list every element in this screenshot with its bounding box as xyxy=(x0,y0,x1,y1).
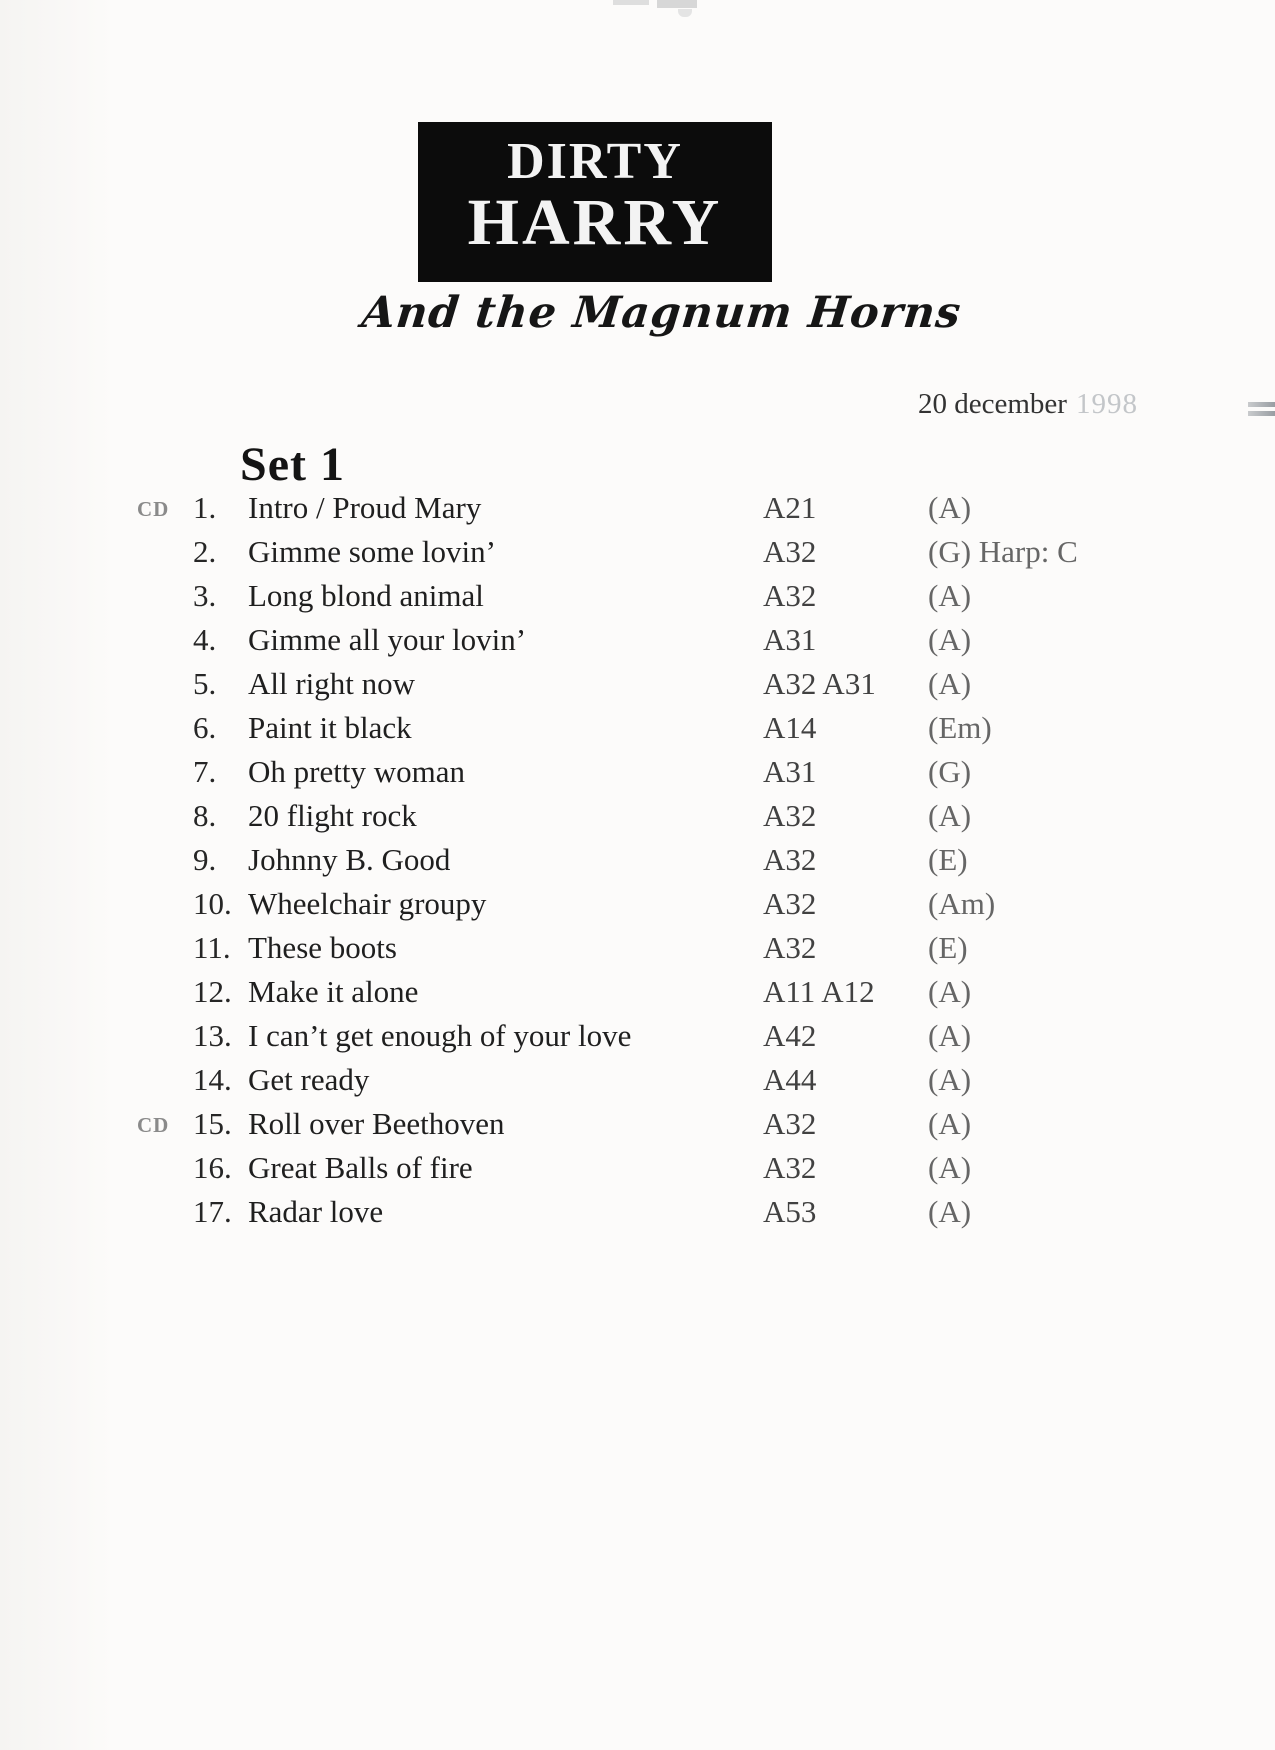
song-row xyxy=(0,486,1275,530)
song-code: A32 xyxy=(763,798,817,833)
cd-marker xyxy=(137,706,193,750)
song-number: 12. xyxy=(193,974,232,1009)
song-number: 16. xyxy=(193,1150,232,1185)
song-row xyxy=(0,838,1275,882)
song-number: 8. xyxy=(193,798,217,833)
cd-marker: CD xyxy=(137,497,170,521)
song-key: (E) xyxy=(928,930,968,965)
song-key: (A) xyxy=(928,1062,972,1097)
song-row xyxy=(0,970,1275,1014)
song-code: A44 xyxy=(763,1062,817,1097)
cd-marker xyxy=(137,926,193,970)
date xyxy=(918,388,1138,421)
cd-marker xyxy=(137,750,193,794)
song-title: Intro / Proud Mary xyxy=(248,490,482,525)
song-title: Gimme all your lovin’ xyxy=(248,622,527,657)
song-key: (A) xyxy=(928,974,972,1009)
song-key: (Am) xyxy=(928,886,996,921)
scan-artifact xyxy=(613,0,649,5)
song-number: 10. xyxy=(193,886,232,921)
cd-marker xyxy=(137,970,193,1014)
song-number: 6. xyxy=(193,710,217,745)
song-title: Make it alone xyxy=(248,974,419,1009)
song-key: (A) xyxy=(928,1018,972,1053)
cd-marker xyxy=(137,1146,193,1190)
song-key: (A) xyxy=(928,798,972,833)
song-title: Oh pretty woman xyxy=(248,754,465,789)
song-row xyxy=(0,1058,1275,1102)
song-title: I can’t get enough of your love xyxy=(248,1018,632,1053)
cd-marker xyxy=(137,574,193,618)
song-number: 1. xyxy=(193,490,217,525)
song-code: A53 xyxy=(763,1194,817,1229)
song-title: All right now xyxy=(248,666,416,701)
song-code: A42 xyxy=(763,1018,817,1053)
song-title: Paint it black xyxy=(248,710,412,745)
song-row xyxy=(0,794,1275,838)
song-code: A32 xyxy=(763,534,817,569)
date-day-month: 20 december xyxy=(918,388,1067,420)
song-number: 9. xyxy=(193,842,217,877)
song-title: Wheelchair groupy xyxy=(248,886,487,921)
song-code: A32 xyxy=(763,842,817,877)
date-year-faded: 1998 xyxy=(1075,388,1138,420)
song-title: Great Balls of fire xyxy=(248,1150,473,1185)
song-row xyxy=(0,882,1275,926)
song-number: 13. xyxy=(193,1018,232,1053)
cd-marker xyxy=(137,662,193,706)
song-row xyxy=(0,574,1275,618)
song-row xyxy=(0,1190,1275,1234)
cd-marker xyxy=(137,1058,193,1102)
song-code: A32 A31 xyxy=(763,666,876,701)
song-number: 11. xyxy=(193,930,231,965)
song-title: Radar love xyxy=(248,1194,384,1229)
scan-artifact xyxy=(678,9,692,17)
song-number: 17. xyxy=(193,1194,232,1229)
cd-marker xyxy=(137,794,193,838)
song-title: Long blond animal xyxy=(248,578,484,613)
song-number: 3. xyxy=(193,578,217,613)
song-row xyxy=(0,706,1275,750)
song-code: A32 xyxy=(763,886,817,921)
song-key: (A) xyxy=(928,490,972,525)
song-key: (A) xyxy=(928,578,972,613)
song-code: A21 xyxy=(763,490,817,525)
song-number: 7. xyxy=(193,754,217,789)
song-title: 20 flight rock xyxy=(248,798,417,833)
cd-marker xyxy=(137,1190,193,1234)
song-row xyxy=(0,1014,1275,1058)
band-tagline: And the Magnum Horns xyxy=(359,288,964,338)
song-number: 15. xyxy=(193,1106,232,1141)
cd-marker xyxy=(137,838,193,882)
song-code: A11 A12 xyxy=(763,974,875,1009)
song-row xyxy=(0,750,1275,794)
set-title: Set 1 xyxy=(240,438,345,491)
right-edge-scan-mark xyxy=(1248,402,1275,420)
song-key: (A) xyxy=(928,622,972,657)
song-key: (A) xyxy=(928,666,972,701)
song-key: (A) xyxy=(928,1150,972,1185)
song-key: (G) Harp: C xyxy=(928,534,1078,569)
song-title: These boots xyxy=(248,930,397,965)
song-number: 4. xyxy=(193,622,217,657)
song-key: (A) xyxy=(928,1106,972,1141)
song-code: A31 xyxy=(763,754,817,789)
song-code: A32 xyxy=(763,1106,817,1141)
cd-marker xyxy=(137,530,193,574)
song-code: A32 xyxy=(763,1150,817,1185)
song-key: (E) xyxy=(928,842,968,877)
song-code: A32 xyxy=(763,578,817,613)
song-key: (G) xyxy=(928,754,972,789)
song-list xyxy=(0,486,1275,1234)
song-key: (A) xyxy=(928,1194,972,1229)
band-logo xyxy=(418,122,772,282)
song-title: Get ready xyxy=(248,1062,370,1097)
song-row xyxy=(0,530,1275,574)
song-row xyxy=(0,1146,1275,1190)
song-code: A31 xyxy=(763,622,817,657)
cd-marker xyxy=(137,882,193,926)
song-number: 14. xyxy=(193,1062,232,1097)
song-row xyxy=(0,618,1275,662)
band-name-line2: HARRY xyxy=(467,186,723,259)
song-code: A14 xyxy=(763,710,817,745)
band-name-line1: DIRTY xyxy=(507,133,683,190)
song-code: A32 xyxy=(763,930,817,965)
cd-marker xyxy=(137,618,193,662)
song-title: Johnny B. Good xyxy=(248,842,451,877)
song-key: (Em) xyxy=(928,710,992,745)
scan-artifact xyxy=(657,0,697,8)
song-title: Gimme some lovin’ xyxy=(248,534,496,569)
song-row xyxy=(0,926,1275,970)
song-title: Roll over Beethoven xyxy=(248,1106,505,1141)
cd-marker xyxy=(137,1014,193,1058)
cd-marker: CD xyxy=(137,1113,170,1137)
song-row xyxy=(0,1102,1275,1146)
song-number: 2. xyxy=(193,534,217,569)
song-row xyxy=(0,662,1275,706)
song-number: 5. xyxy=(193,666,217,701)
